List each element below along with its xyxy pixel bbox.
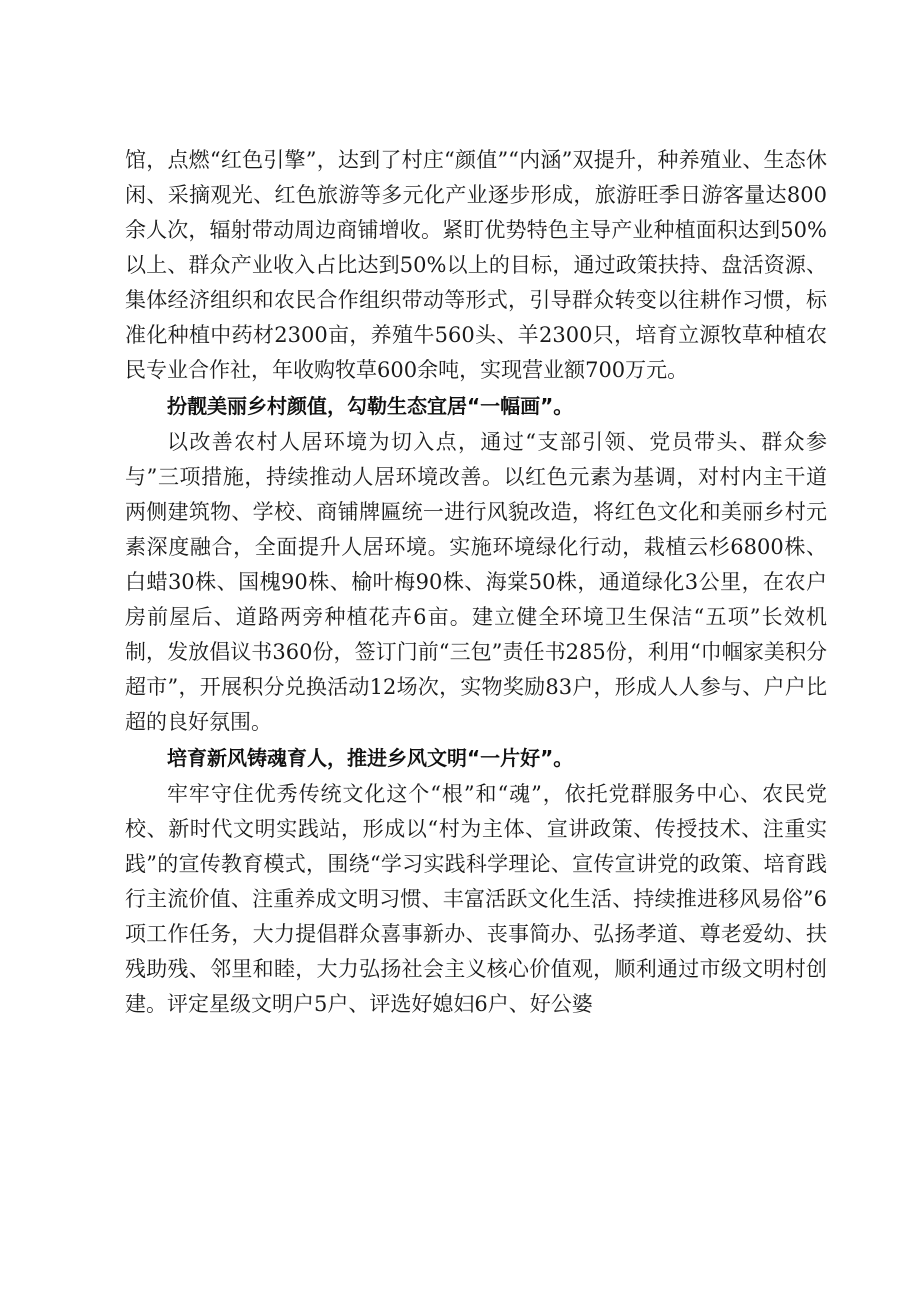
section-heading: 扮靓美丽乡村颜值，勾勒生态宜居“一幅画”。 (167, 394, 574, 418)
body-paragraph: 馆，点燃“红色引擎”，达到了村庄“颜值”“内涵”双提升，种养殖业、生态休闲、采摘观光、红色旅游等多元化产业逐步形成，旅游旺季日游客量达800余人次，辐射带动周边商铺增收。紧盯优势特色主导产业种植面积达到50%以上、群众产业收入占比达到50%以上的目标，通过政策扶持、盘活资源、集体经济组织和农民合作组织带动等形式，引导群众转变以往耕作习惯，标准化种植中药材2300亩，养殖牛560头、羊2300只，培育立源牧草种植农民专业合作社，年收购牧草600余吨，实现营业额700万元。 (125, 148, 827, 382)
body-paragraph: 牢牢守住优秀传统文化这个“根”和“魂”，依托党群服务中心、农民党校、新时代文明实践站，形成以“村为主体、宣讲政策、传授技术、注重实践”的宣传教育模式，围绕“学习实践科学理论、宣传宣讲党的政策、培育践行主流价值、注重养成文明习惯、丰富活跃文化生活、持续推进移风易俗”6项工作任务，大力提倡群众喜事新办、丧事简办、弘扬孝道、尊老爱幼、扶残助残、邻里和睦，大力弘扬社会主义核心价值观，顺利通过市级文明村创建。评定星级文明户5户、评选好媳妇6户、好公婆 (125, 782, 827, 1016)
document-page (125, 143, 827, 1022)
body-paragraph: 以改善农村人居环境为切入点，通过“支部引领、党员带头、群众参与”三项措施，持续推动人居环境改善。以红色元素为基调，对村内主干道两侧建筑物、学校、商铺牌匾统一进行风貌改造，将红色文化和美丽乡村元素深度融合，全面提升人居环境。实施环境绿化行动，栽植云杉6800株、白蜡30株、国槐90株、榆叶梅90株、海棠50株，通道绿化3公里，在农户房前屋后、道路两旁种植花卉6亩。建立健全环境卫生保洁“五项”长效机制，发放倡议书360份，签订门前“三包”责任书285份，利用“巾帼家美积分超市”，开展积分兑换活动12场次，实物奖励83户，形成人人参与、户户比超的良好氛围。 (125, 430, 827, 734)
section-heading: 培育新风铸魂育人，推进乡风文明“一片好”。 (167, 746, 574, 770)
